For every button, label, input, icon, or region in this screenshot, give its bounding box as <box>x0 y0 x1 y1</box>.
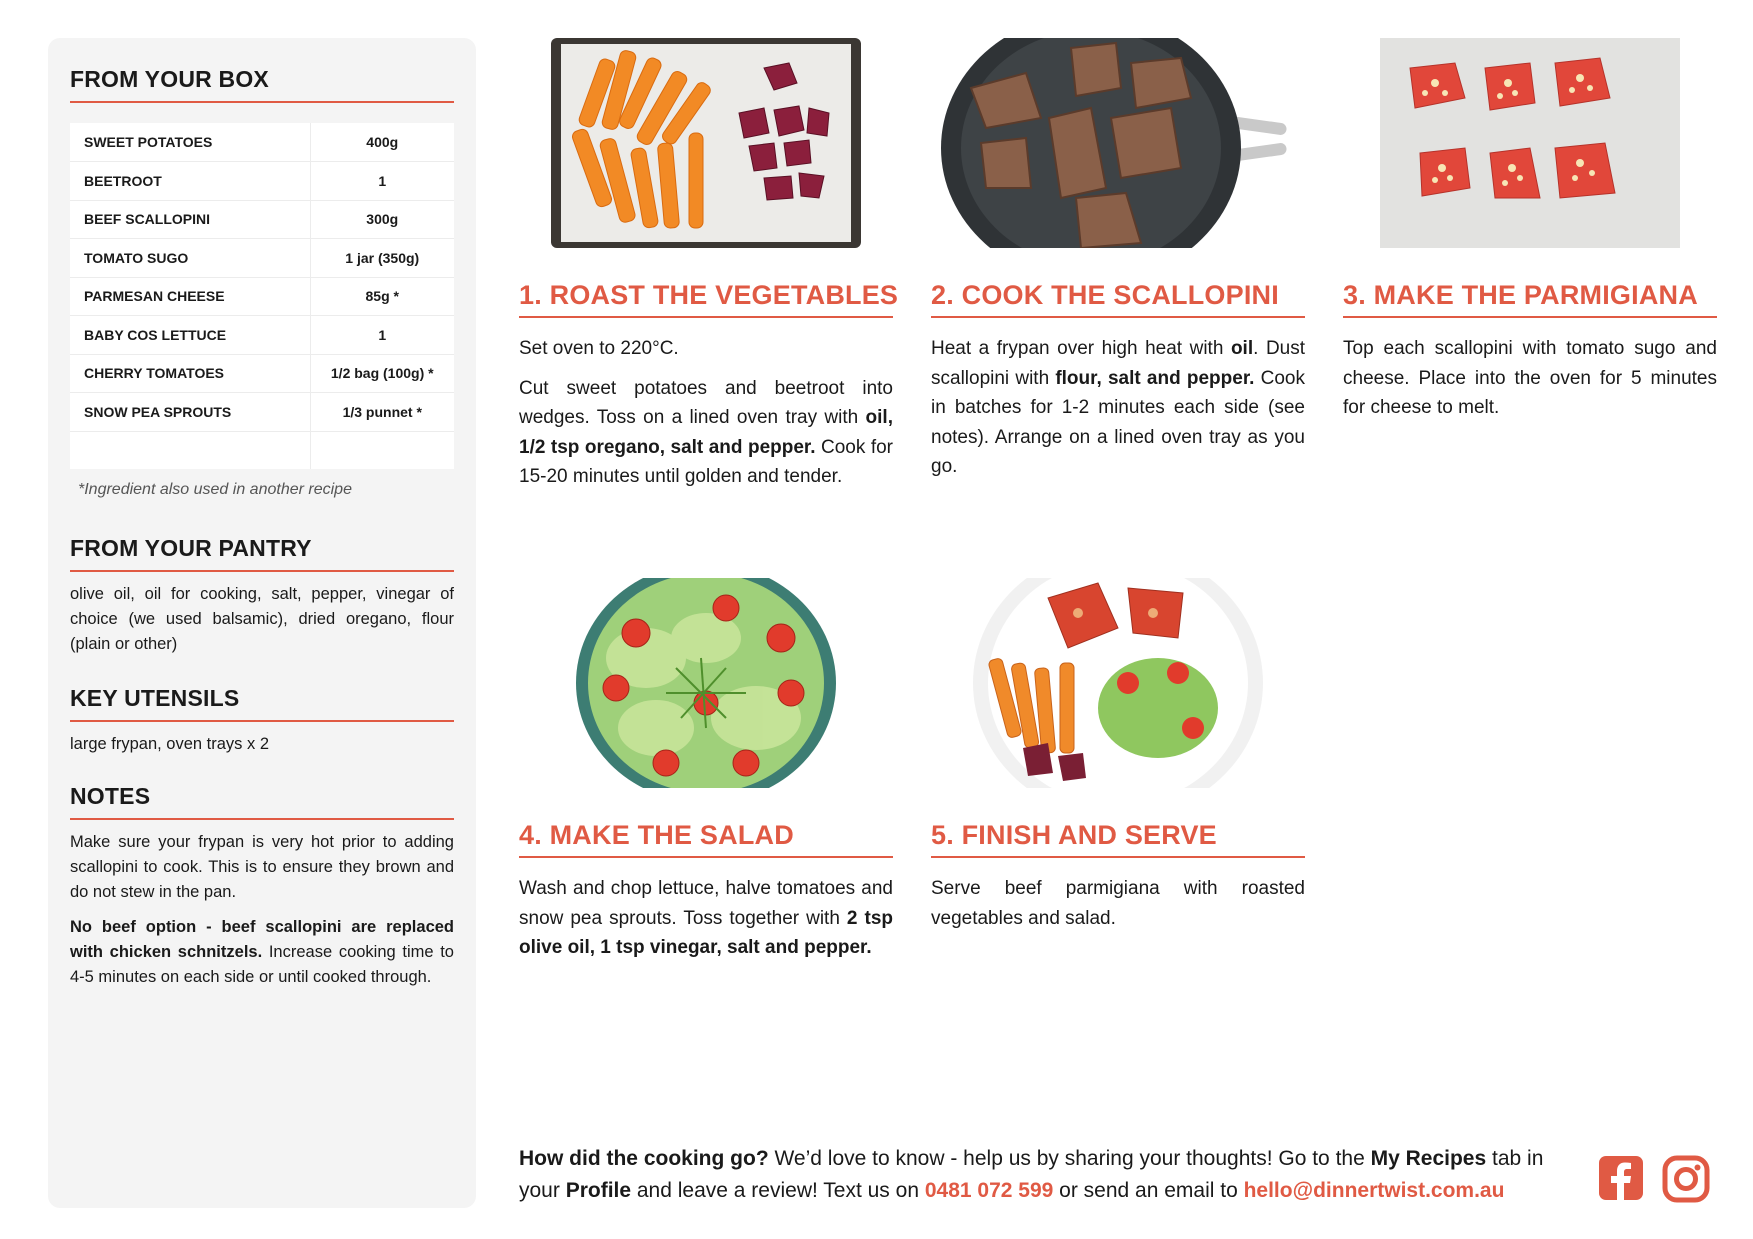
from-your-pantry-heading: FROM YOUR PANTRY <box>70 535 454 572</box>
ingredient-quantity: 1/3 punnet * <box>310 393 454 432</box>
step-2-text-bold: flour, salt and pepper. <box>1055 367 1255 389</box>
step-4-text-a: Wash and chop lettuce, halve tomatoes and snow pea sprouts. Toss together with <box>519 878 893 929</box>
step-4 <box>519 578 893 963</box>
notes-section <box>70 783 454 990</box>
facebook-link[interactable] <box>1598 1155 1644 1201</box>
step-5 <box>931 578 1305 933</box>
ingredient-footnote: *Ingredient also used in another recipe <box>78 481 352 498</box>
step-1-instructions <box>519 374 893 492</box>
ingredient-name: CHERRY TOMATOES <box>70 354 310 393</box>
notes-heading: NOTES <box>70 783 454 820</box>
ingredient-name: BEETROOT <box>70 162 310 201</box>
ingredients-sidebar <box>48 38 476 1208</box>
from-your-box-heading: FROM YOUR BOX <box>70 66 454 103</box>
step-2-text-oil: oil <box>1230 338 1254 359</box>
served-plate-photo <box>931 578 1305 788</box>
feedback-question: How did the cooking go? <box>519 1147 769 1170</box>
step-2-title: 2. COOK THE SCALLOPINI <box>931 280 1305 318</box>
notes-paragraph-1: Make sure your frypan is very hot prior to adding scallopini to cook. This is to ensure they brown and do not stew in the pan. <box>70 833 454 901</box>
ingredient-row <box>70 393 454 432</box>
no-beef-option-text: No beef option - beef scallopini are replaced with chicken schnitzels. <box>70 918 454 961</box>
step-2-text-a: Heat a frypan over high heat with <box>931 338 1231 359</box>
step-2-body <box>931 334 1305 482</box>
utensils-text: large frypan, oven trays x 2 <box>70 735 270 753</box>
roasted-vegetables-photo <box>519 38 893 248</box>
feedback-text-3: and leave a review! Text us on <box>631 1179 925 1202</box>
ingredient-name: BEEF SCALLOPINI <box>70 200 310 239</box>
ingredient-quantity: 85g * <box>310 277 454 316</box>
ingredient-name: BABY COS LETTUCE <box>70 316 310 355</box>
ingredient-quantity: 1/2 bag (100g) * <box>310 354 454 393</box>
instagram-link[interactable] <box>1662 1155 1710 1203</box>
ingredient-quantity: 300g <box>310 200 454 239</box>
ingredient-name: SWEET POTATOES <box>70 123 310 162</box>
step-4-body <box>519 874 893 963</box>
step-2 <box>931 38 1305 482</box>
facebook-icon <box>1598 1155 1644 1201</box>
step-2-instructions <box>931 334 1305 482</box>
step-3-title: 3. MAKE THE PARMIGIANA <box>1343 280 1717 318</box>
no-beef-option-detail: Increase cooking time to 4-5 minutes on each side or until cooked through. <box>70 943 454 986</box>
salad-bowl-photo <box>519 578 893 788</box>
parmigiana-tray-photo <box>1343 38 1717 248</box>
step-5-title: 5. FINISH AND SERVE <box>931 820 1305 858</box>
ingredients-table <box>70 123 454 469</box>
ingredient-quantity: 1 <box>310 162 454 201</box>
step-4-title: 4. MAKE THE SALAD <box>519 820 893 858</box>
ingredient-row <box>70 354 454 393</box>
ingredient-quantity: 400g <box>310 123 454 162</box>
ingredient-row <box>70 162 454 201</box>
profile-link[interactable]: Profile <box>565 1179 632 1202</box>
ingredient-name: TOMATO SUGO <box>70 239 310 278</box>
step-2-text-e: Cook in batches for 1-2 minutes each side (see notes). Arrange on a lined oven tray as you go. <box>931 367 1306 477</box>
step-1-text-a: Cut sweet potatoes and beetroot into wedges. Toss on a lined oven tray with <box>519 377 893 428</box>
frypan-scallopini-photo <box>931 38 1305 248</box>
step-1-oven: Set oven to 220°C. <box>519 338 679 359</box>
feedback-text-2: tab in your <box>519 1147 1544 1202</box>
ingredient-row <box>70 239 454 278</box>
step-5-body: Serve beef parmigiana with roasted vegetables and salad. <box>931 878 1305 929</box>
ingredient-row-empty <box>70 431 454 469</box>
email-link[interactable]: hello@dinnertwist.com.au <box>1243 1179 1505 1202</box>
instagram-icon <box>1662 1155 1710 1203</box>
ingredient-row <box>70 200 454 239</box>
feedback-footer <box>519 1143 1579 1207</box>
ingredient-name: PARMESAN CHEESE <box>70 277 310 316</box>
ingredient-row <box>70 316 454 355</box>
step-3-body: Top each scallopini with tomato sugo and cheese. Place into the oven for 5 minutes for cheese to melt. <box>1343 338 1717 418</box>
notes-paragraph-2 <box>70 915 454 990</box>
feedback-text-1: We’d love to know - help us by sharing your thoughts! Go to the <box>768 1147 1371 1170</box>
step-3 <box>1343 38 1717 423</box>
step-1 <box>519 38 899 492</box>
ingredient-name-empty <box>70 431 310 469</box>
ingredient-quantity: 1 jar (350g) <box>310 239 454 278</box>
step-2-text-c: . Dust scallopini with <box>931 338 1306 389</box>
pantry-text: olive oil, oil for cooking, salt, pepper, vinegar of choice (we used balsamic), dried oregano, flour (plain or other) <box>70 585 454 653</box>
step-1-text-c: Cook for 15-20 minutes until golden and tender. <box>519 436 893 487</box>
ingredient-name: SNOW PEA SPROUTS <box>70 393 310 432</box>
phone-link[interactable]: 0481 072 599 <box>924 1179 1054 1202</box>
step-4-instructions <box>519 874 893 963</box>
step-4-text-bold: 2 tsp olive oil, 1 tsp vinegar, salt and pepper. <box>519 907 893 958</box>
ingredient-quantity: 1 <box>310 316 454 355</box>
feedback-text-4: or send an email to <box>1053 1179 1244 1202</box>
ingredient-row <box>70 123 454 162</box>
step-1-body <box>519 334 893 492</box>
pantry-section <box>70 535 454 657</box>
ingredient-row <box>70 277 454 316</box>
step-1-title: 1. ROAST THE VEGETABLES <box>519 280 893 318</box>
my-recipes-link[interactable]: My Recipes <box>1370 1147 1487 1170</box>
utensils-section <box>70 685 454 757</box>
ingredient-quantity-empty <box>310 431 454 469</box>
key-utensils-heading: KEY UTENSILS <box>70 685 454 722</box>
step-1-text-bold: oil, 1/2 tsp oregano, salt and pepper. <box>519 407 893 458</box>
